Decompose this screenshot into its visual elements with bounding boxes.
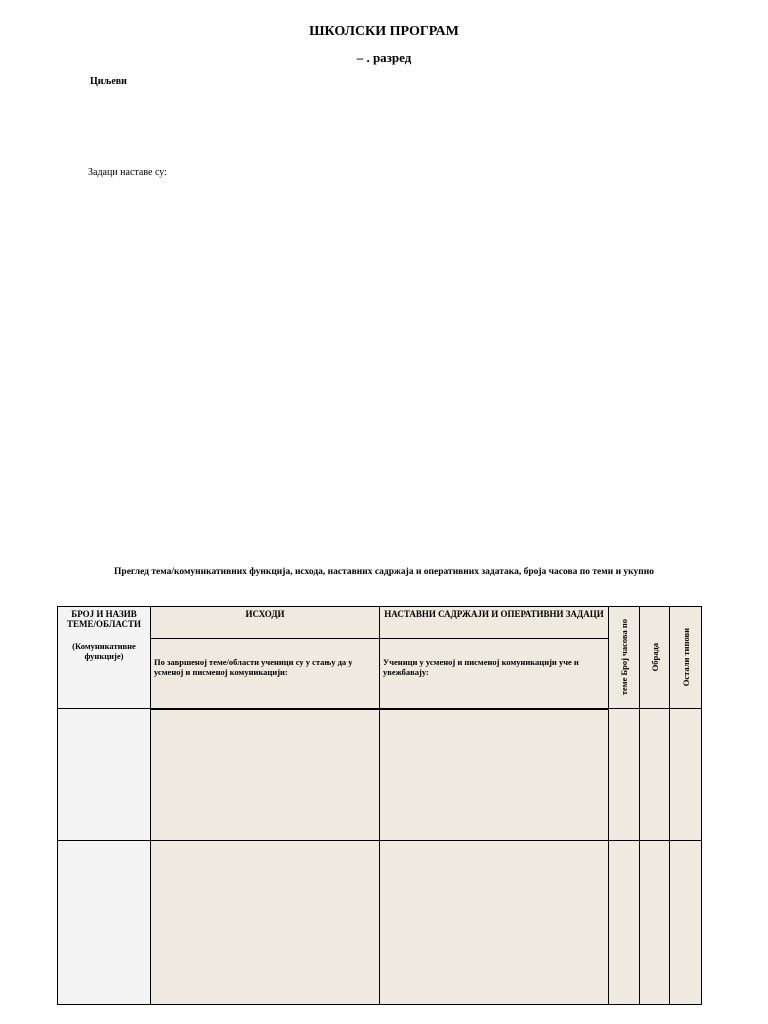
contents-cell xyxy=(380,709,609,841)
goals-heading: Циљеви xyxy=(90,76,127,87)
theme-header-cell xyxy=(58,607,151,709)
processing-cell xyxy=(640,709,670,841)
other-types-cell xyxy=(670,841,702,1005)
table-header-row xyxy=(58,607,702,639)
overview-heading: Преглед тема/комуникативних функција, исхода, наставних садржаја и оперативних задатака, броја часова по теми и укупно xyxy=(114,567,654,577)
processing-cell xyxy=(640,841,670,1005)
processing-header: Обрада xyxy=(649,643,660,672)
theme-cell xyxy=(58,841,151,1005)
table-row xyxy=(58,841,702,1005)
outcomes-header: ИСХОДИ xyxy=(151,607,380,639)
program-table xyxy=(57,606,702,1005)
hours-header: теме Број часова по xyxy=(619,619,629,696)
theme-cell xyxy=(58,709,151,841)
outcomes-subheader: По завршеној теме/области ученици су у стању да у усменој и писменој комуникацији: xyxy=(151,639,380,709)
outcomes-cell xyxy=(151,709,380,841)
contents-subheader: Ученици у усменој и писменој комуникацији уче и увежбавају: xyxy=(380,639,609,709)
hours-cell xyxy=(609,841,640,1005)
outcomes-cell xyxy=(151,841,380,1005)
theme-header: БРОЈ И НАЗИВ ТЕМЕ/ОБЛАСТИ xyxy=(67,609,141,629)
hours-header-cell xyxy=(609,607,640,709)
grade-subtitle: – . разред xyxy=(356,50,412,65)
other-types-header-cell xyxy=(670,607,702,709)
theme-note: (Комуникативне функције) xyxy=(72,641,136,661)
table-row xyxy=(58,709,702,841)
contents-cell xyxy=(380,841,609,1005)
table-subheader-row xyxy=(58,639,702,709)
processing-header-cell xyxy=(640,607,670,709)
contents-header: НАСТАВНИ САДРЖАЈИ И ОПЕРАТИВНИ ЗАДАЦИ xyxy=(380,607,609,639)
other-types-header: Остали типови xyxy=(680,628,691,687)
other-types-cell xyxy=(670,709,702,841)
tasks-label: Задаци наставе су: xyxy=(88,167,167,178)
hours-cell xyxy=(609,709,640,841)
document-title: ШКОЛСКИ ПРОГРАМ xyxy=(309,24,459,39)
